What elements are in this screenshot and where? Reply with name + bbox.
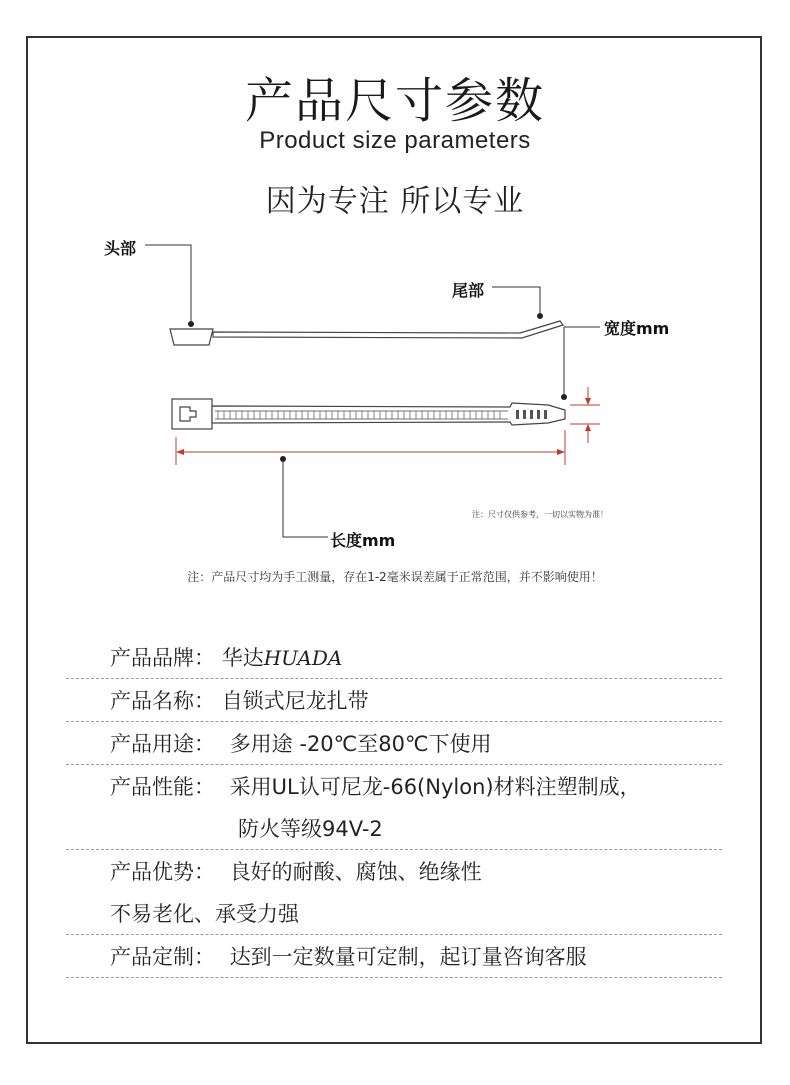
grip-mark bbox=[537, 410, 540, 419]
brand-cn: 华达 bbox=[221, 646, 264, 670]
spec-brand bbox=[66, 636, 722, 679]
grip-mark bbox=[544, 410, 547, 419]
cable-tie-side-view bbox=[170, 321, 563, 345]
cable-tie-top-view bbox=[172, 399, 565, 429]
spec-advantage bbox=[66, 850, 722, 935]
grip-mark bbox=[516, 410, 519, 419]
spec-performance-value-2: 防火等级94V-2 bbox=[66, 807, 722, 850]
spec-brand-value bbox=[222, 636, 343, 680]
label-length: 长度mm bbox=[330, 531, 396, 550]
page-subtitle-en: Product size parameters bbox=[259, 127, 531, 154]
spec-name-value: 自锁式尼龙扎带 bbox=[221, 689, 369, 713]
brand-en: HUADA bbox=[263, 646, 343, 670]
spec-brand-label: 产品品牌： bbox=[110, 646, 215, 670]
diagram-note: 注：尺寸仅供参考，一切以实物为准！ bbox=[472, 510, 608, 519]
grip-mark bbox=[523, 410, 526, 419]
spec-custom bbox=[66, 935, 722, 978]
spec-custom-label: 产品定制： bbox=[110, 945, 215, 969]
cable-tie-diagram bbox=[0, 225, 790, 595]
spec-advantage-value: 良好的耐酸、腐蚀、绝缘性 bbox=[229, 860, 482, 884]
label-width: 宽度mm bbox=[604, 319, 670, 338]
label-head: 头部 bbox=[104, 239, 137, 258]
page-title: 产品尺寸参数 bbox=[244, 73, 545, 129]
measurement-note: 注：产品尺寸均为手工测量，存在1-2毫米误差属于正常范围，并不影响使用！ bbox=[187, 570, 603, 584]
spec-performance-label: 产品性能： bbox=[110, 775, 215, 799]
spec-name bbox=[66, 679, 722, 722]
spec-usage-label: 产品用途： bbox=[110, 732, 215, 756]
spec-performance-value: 采用UL认可尼龙-66(Nylon)材料注塑制成， bbox=[229, 775, 641, 799]
spec-advantage-label: 产品优势： bbox=[110, 860, 215, 884]
slogan: 因为专注 所以专业 bbox=[265, 184, 525, 219]
spec-performance bbox=[66, 765, 722, 850]
spec-name-label: 产品名称： bbox=[110, 689, 215, 713]
spec-custom-value: 达到一定数量可定制，起订量咨询客服 bbox=[229, 945, 587, 969]
spec-advantage-value-2: 不易老化、承受力强 bbox=[66, 892, 722, 935]
spec-usage-value: 多用途 -20℃至80℃下使用 bbox=[229, 732, 492, 756]
grip-mark bbox=[530, 410, 533, 419]
label-tail: 尾部 bbox=[452, 281, 485, 300]
spec-list bbox=[66, 636, 722, 978]
spec-usage bbox=[66, 722, 722, 765]
